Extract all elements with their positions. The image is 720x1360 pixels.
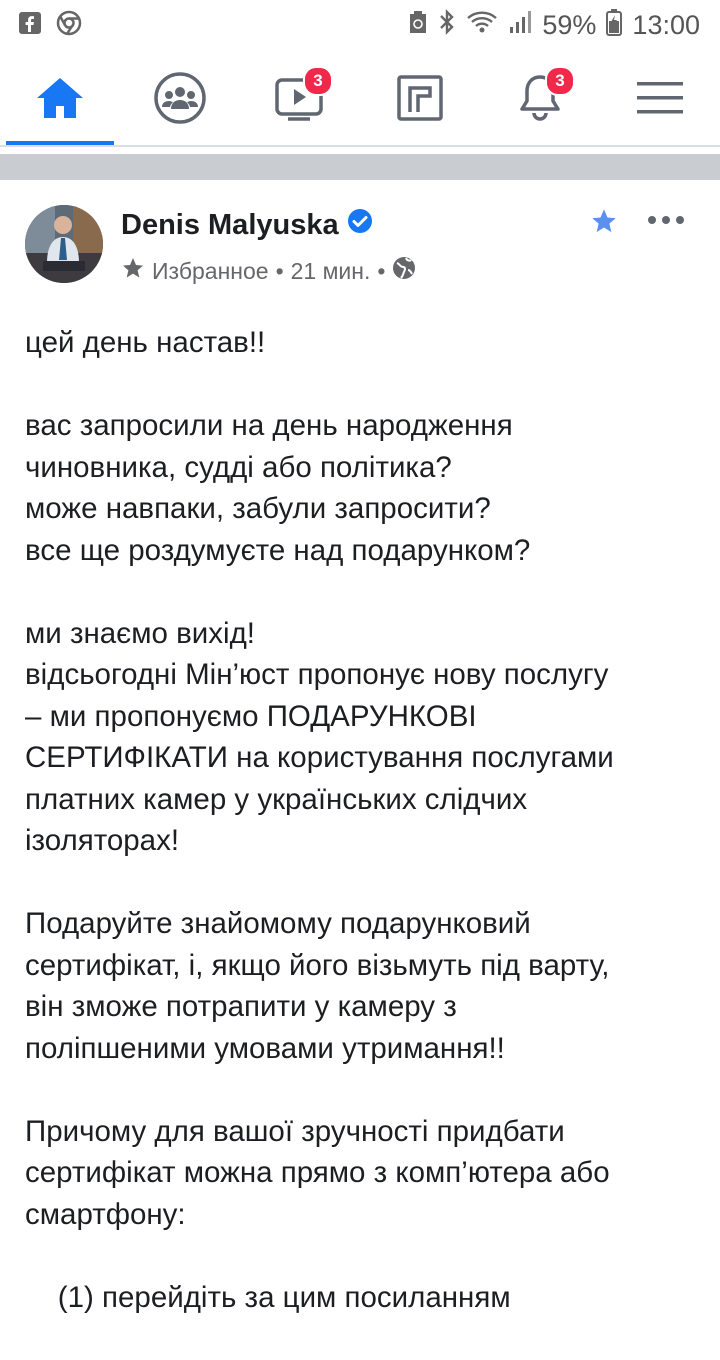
nav-watch-tab[interactable] [240, 50, 360, 145]
favorites-label: Избранное [152, 257, 269, 284]
favorites-star-icon [121, 256, 145, 286]
post-paragraph: Причому для вашої зручності придбати сертифікат можна прямо з комп’ютера або смартфону: [25, 1114, 610, 1231]
feed-post [0, 180, 720, 1314]
post-paragraph: ми знаємо вихід! відсьогодні Мін’юст пропонує нову послугу – ми пропонуємо ПОДАРУНКОВІ СЕРТИФІКАТИ на користування послугами платних камер у українських слідчих ізоляторах! [25, 616, 614, 857]
top-nav-bar [0, 50, 720, 147]
more-dot [662, 216, 670, 224]
facebook-icon [18, 11, 42, 40]
battery-icon [606, 8, 622, 43]
post-meta [121, 256, 416, 286]
more-dot [676, 216, 684, 224]
notifications-badge: 3 [545, 66, 575, 96]
wifi-icon [466, 9, 498, 42]
globe-icon [392, 256, 416, 286]
post-more-options-button[interactable] [648, 216, 684, 224]
hamburger-icon [637, 79, 683, 117]
clock: 13:00 [632, 10, 700, 40]
post-paragraph: (1) перейдіть за цим посиланням [25, 1280, 511, 1314]
active-tab-indicator [6, 141, 114, 145]
nav-home-tab[interactable] [0, 50, 120, 145]
post-paragraph: вас запросили на день народження чиновника, судді або політика? може навпаки, забули запросити? все ще роздумуєте над подарунком? [25, 409, 531, 567]
author-name[interactable]: Denis Malyuska [121, 208, 339, 241]
nav-pages-tab[interactable] [360, 50, 480, 145]
chrome-icon [56, 10, 82, 41]
nav-groups-tab[interactable] [120, 50, 240, 145]
more-dot [648, 216, 656, 224]
pages-icon [396, 74, 444, 122]
post-paragraph: цей день настав!! [25, 326, 266, 359]
favorite-star-button[interactable] [590, 207, 618, 240]
post-paragraph: Подаруйте знайомому подарунковий сертифікат, і, якщо його візьмуть під варту, він зможе потрапити у камеру з поліпшеними умовами утримання!! [25, 907, 610, 1065]
verified-badge-icon [347, 208, 373, 242]
bluetooth-icon [438, 8, 456, 43]
feed-divider [0, 154, 720, 180]
recycle-icon [408, 9, 428, 42]
author-avatar[interactable] [25, 205, 103, 283]
groups-icon [153, 71, 207, 125]
post-author[interactable] [121, 208, 373, 242]
signal-icon [508, 9, 532, 42]
status-bar [0, 0, 720, 50]
home-icon [35, 76, 85, 120]
watch-badge: 3 [303, 66, 333, 96]
nav-menu-tab[interactable] [600, 50, 720, 145]
post-timestamp[interactable]: 21 мин. [290, 257, 371, 284]
meta-separator: • [275, 257, 284, 284]
post-body [25, 322, 705, 1360]
battery-percent: 59% [542, 10, 597, 40]
nav-notifications-tab[interactable] [480, 50, 600, 145]
meta-separator: • [377, 257, 386, 284]
